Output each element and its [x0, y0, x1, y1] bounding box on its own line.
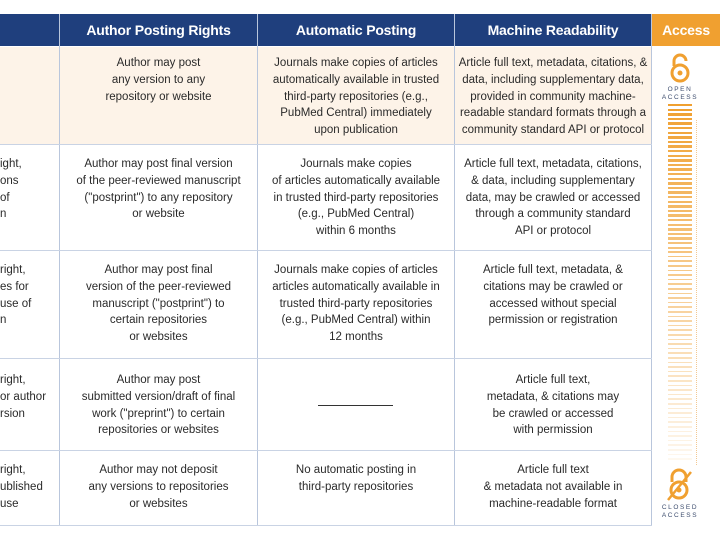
access-bar	[668, 297, 692, 299]
access-bar	[668, 435, 692, 437]
access-bar	[668, 334, 692, 336]
access-bar	[668, 247, 692, 249]
access-bar	[668, 408, 692, 410]
access-bar	[668, 118, 692, 120]
cell-machine-readability-row-1: Article full text, metadata, citations, & data, including supplementary data, provided in community machine- readable standard formats through a community standard API or protocol	[458, 57, 648, 137]
access-bar	[668, 136, 692, 138]
access-bar	[668, 362, 692, 364]
access-bar	[668, 357, 692, 359]
cell-automatic-posting-row-2: Journals make copies of articles automatically available in trusted third-party repositories (e.g., PubMed Central) within 6 months	[271, 158, 441, 238]
access-bar	[668, 403, 692, 405]
access-bar	[668, 320, 692, 322]
access-bar	[668, 256, 692, 258]
access-bar	[668, 325, 692, 327]
access-bar	[668, 421, 692, 423]
header-automatic-posting: Automatic Posting	[295, 22, 417, 38]
access-bar	[668, 132, 692, 134]
access-bar	[668, 398, 692, 400]
access-bar	[668, 214, 692, 216]
access-bar	[668, 159, 692, 161]
row-divider	[0, 358, 652, 359]
cell-author-posting-row-1: Author may post any version to any repository or website	[105, 57, 212, 103]
access-bar	[668, 348, 692, 350]
cell-machine-readability-row-4: Article full text, metadata, & citations may be crawled or accessed with permission	[486, 374, 620, 437]
access-bar	[668, 237, 692, 239]
access-bar	[668, 205, 692, 207]
row-divider	[0, 450, 652, 451]
access-bar	[668, 311, 692, 313]
access-bar	[668, 260, 692, 262]
row-divider	[0, 144, 652, 145]
open-access-icon	[666, 52, 694, 84]
access-bar	[668, 343, 692, 345]
access-bar	[668, 187, 692, 189]
cell-automatic-posting-row-3: Journals make copies of articles articles automatically available in trusted third-party repositories (e.g., PubMed Central) within 12 months	[272, 264, 440, 344]
cell-left-row-3: right, es for use of n	[0, 264, 32, 327]
cell-automatic-posting-row-1: Journals make copies of articles automatically available in trusted third-party repositories (e.g., PubMed Central) immediately upon publication	[272, 57, 440, 137]
cell-author-posting-row-4: Author may post submitted version/draft of final work ("preprint") to certain repositories or websites	[81, 374, 236, 437]
access-bar	[668, 270, 692, 272]
access-bar	[668, 283, 692, 285]
cell-left-row-5: right, ublished use	[0, 464, 43, 510]
access-bar	[668, 288, 692, 290]
access-bar	[668, 412, 692, 414]
row-divider	[0, 525, 652, 526]
access-bar	[668, 279, 692, 281]
access-bar	[668, 394, 692, 396]
empty-cell-dash	[318, 405, 393, 406]
access-bar	[668, 127, 692, 129]
cell-author-posting-row-2: Author may post final version of the peer-reviewed manuscript ("postprint") to any repository or website	[76, 158, 241, 221]
access-bar	[668, 145, 692, 147]
access-bar	[668, 302, 692, 304]
access-bar	[668, 113, 692, 115]
access-bar	[668, 385, 692, 387]
access-bar	[668, 371, 692, 373]
row-divider	[0, 250, 652, 251]
cell-machine-readability-row-5: Article full text & metadata not available in machine-readable format	[483, 464, 623, 510]
access-bar	[668, 173, 692, 175]
cell-machine-readability-row-2: Article full text, metadata, citations, & data, including supplementary data, may be crawled or accessed through a community standard API or protocol	[464, 158, 642, 238]
access-bar	[668, 329, 692, 331]
cell-machine-readability-row-3: Article full text, metadata, & citations may be crawled or accessed without special permission or registration	[483, 264, 623, 327]
access-bar	[668, 168, 692, 170]
open-access-label: OPEN ACCESS	[661, 86, 699, 101]
closed-access-label: CLOSED ACCESS	[661, 504, 699, 519]
access-bar	[668, 380, 692, 382]
access-bar	[668, 375, 692, 377]
access-bar	[668, 233, 692, 235]
access-dotted-line	[696, 120, 697, 465]
closed-access-icon	[664, 468, 694, 502]
cell-author-posting-row-5: Author may not deposit any versions to repositories or websites	[88, 464, 229, 510]
access-bar	[668, 141, 692, 143]
access-bar	[668, 417, 692, 419]
access-bar	[668, 210, 692, 212]
access-bar	[668, 251, 692, 253]
access-bar	[668, 444, 692, 446]
access-bar	[668, 426, 692, 428]
access-bar	[668, 155, 692, 157]
header-author-posting-rights: Author Posting Rights	[86, 22, 231, 38]
access-bar	[668, 182, 692, 184]
access-bar	[668, 196, 692, 198]
header-access: Access	[652, 14, 720, 46]
cell-left-row-4: right, or author rsion	[0, 374, 47, 420]
access-bar	[668, 389, 692, 391]
access-bar	[668, 316, 692, 318]
cell-author-posting-row-3: Author may post final version of the peer-reviewed manuscript ("postprint") to certain repositories or websites	[85, 264, 232, 344]
access-bar	[668, 440, 692, 442]
header-machine-readability: Machine Readability	[487, 22, 619, 38]
access-bar	[668, 306, 692, 308]
access-bar	[668, 219, 692, 221]
access-bar	[668, 242, 692, 244]
access-bar	[668, 122, 692, 124]
access-bar	[668, 228, 692, 230]
access-bar	[668, 109, 692, 111]
access-bar	[668, 366, 692, 368]
access-bar	[668, 352, 692, 354]
access-bar	[668, 164, 692, 166]
access-bar	[668, 274, 692, 276]
access-bar	[668, 454, 692, 456]
access-bar	[668, 191, 692, 193]
cell-automatic-posting-row-5: No automatic posting in third-party repositories	[295, 464, 417, 493]
access-bar	[668, 104, 692, 106]
cell-left-row-2: ight, ons of n	[0, 158, 22, 221]
access-bar	[668, 201, 692, 203]
access-bar	[668, 431, 692, 433]
access-bar	[668, 458, 692, 460]
access-bar	[668, 178, 692, 180]
access-bar	[668, 449, 692, 451]
access-bar	[668, 293, 692, 295]
access-bar	[668, 265, 692, 267]
access-bar	[668, 224, 692, 226]
access-bar	[668, 150, 692, 152]
access-bar	[668, 339, 692, 341]
